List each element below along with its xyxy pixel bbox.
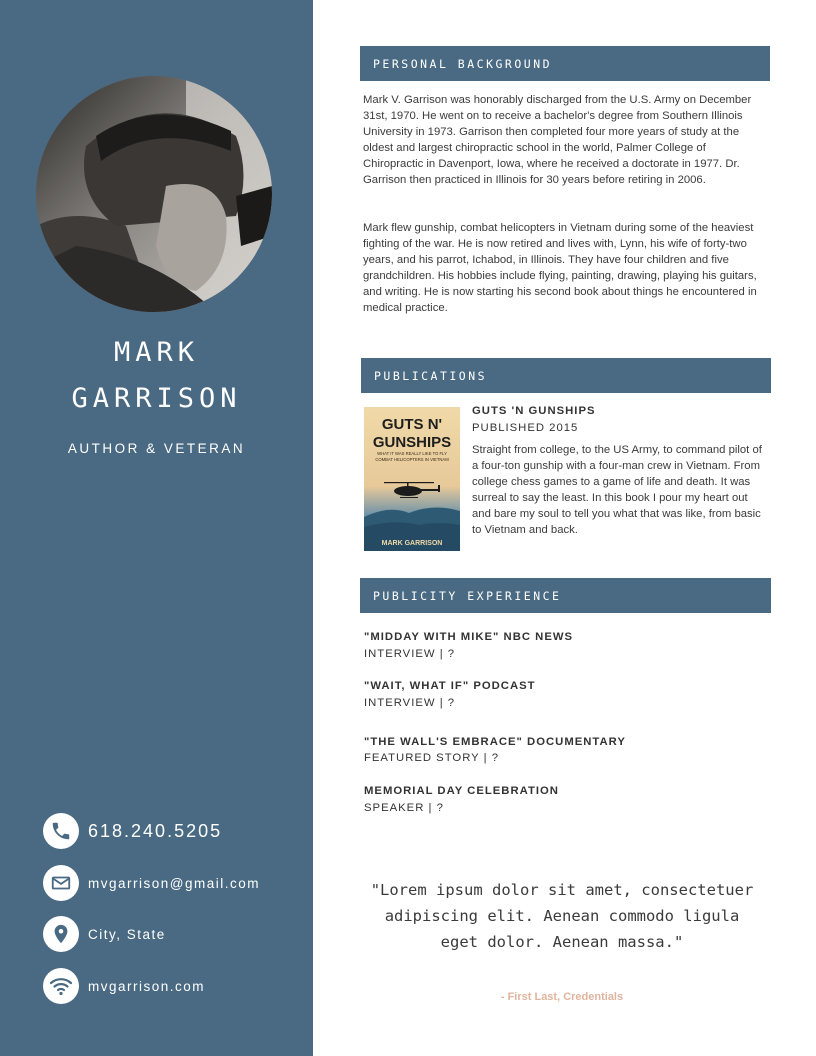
testimonial-quote: "Lorem ipsum dolor sit amet, consectetuer adipiscing elit. Aenean commodo ligula eget dolor. Aenean massa." (370, 881, 754, 951)
author-role: AUTHOR & VETERAN (67, 441, 246, 456)
contact-website[interactable] (43, 968, 205, 1004)
location-text: City, State (88, 926, 166, 942)
location-pin-icon (43, 916, 79, 952)
background-paragraph-1: Mark V. Garrison was honorably discharged from the U.S. Army on December 31st, 1970. He went on to receive a bachelor's degree from Southern Illinois University in 1973. Garrison then completed four more years of study at the oldest and largest chiropractic school in the world, Palmer College of Chiropractic in Davenport, Iowa, where he received a doctorate in 1977. Dr. Garrison then practiced in Illinois for 30 years before retiring in 2006. (363, 94, 752, 186)
publicity-item-title: MEMORIAL DAY CELEBRATION (364, 785, 559, 797)
phone-text: 618.240.5205 (88, 820, 223, 841)
cover-author: MARK GARRISON (381, 540, 443, 547)
testimonial-author: - First Last, Credentials (500, 991, 624, 1003)
last-name: GARRISON (71, 383, 242, 414)
author-name (0, 330, 313, 422)
mail-icon (43, 865, 79, 901)
email-text: mvgarrison@gmail.com (88, 875, 260, 891)
cover-subtitle-line1: WHAT IT WAS REALLY LIKE TO FLY (377, 451, 447, 456)
book-cover (364, 407, 460, 551)
section-publicity-experience: PUBLICITY EXPERIENCE (360, 578, 771, 613)
website-text: mvgarrison.com (88, 978, 206, 994)
contact-email[interactable] (43, 865, 260, 901)
cover-subtitle-line2: COMBAT HELICOPTERS IN VIETNAM (375, 457, 449, 462)
contact-phone[interactable] (43, 813, 222, 849)
publicity-item-detail: INTERVIEW | ? (364, 697, 456, 709)
book-description: Straight from college, to the US Army, to command pilot of a four-ton gunship with a four-man crew in Vietnam. From college chess games to a game of life and death. It was surreal to say the least. In this book I pour my heart out and bare my soul to tell you what that was like, from basic to Vietnam and back. (472, 444, 762, 536)
phone-icon (43, 813, 79, 849)
publicity-item-detail: SPEAKER | ? (364, 802, 444, 814)
book-title: GUTS 'N GUNSHIPS (472, 405, 596, 417)
profile-photo (36, 76, 272, 312)
publicity-item-title: "MIDDAY WITH MIKE" NBC NEWS (364, 631, 574, 643)
cover-title-line2: GUNSHIPS (372, 434, 452, 451)
sidebar (0, 0, 313, 1056)
book-published: PUBLISHED 2015 (472, 422, 579, 434)
publicity-item-detail: INTERVIEW | ? (364, 648, 456, 660)
wifi-icon (43, 968, 79, 1004)
section-publications: PUBLICATIONS (361, 358, 771, 393)
section-personal-background: PERSONAL BACKGROUND (360, 46, 770, 81)
contact-location (43, 916, 166, 952)
publicity-item-title: "THE WALL'S EMBRACE" DOCUMENTARY (364, 736, 626, 748)
cover-title-line1: GUTS N' (381, 416, 443, 433)
publicity-item-detail: FEATURED STORY | ? (364, 752, 499, 764)
background-paragraph-2: Mark flew gunship, combat helicopters in Vietnam during some of the heaviest fighting of the war. He is now retired and lives with, Lynn, his wife of forty-two years, and his parrot, Ichabod, in Illinois. They have four children and five grandchildren. His hobbies include flying, painting, drawing, playing his guitars, and writing. He is now starting his second book about things he encountered in medical practice. (363, 222, 757, 314)
first-name: MARK (113, 337, 200, 368)
publicity-item-title: "WAIT, WHAT IF" PODCAST (364, 680, 536, 692)
